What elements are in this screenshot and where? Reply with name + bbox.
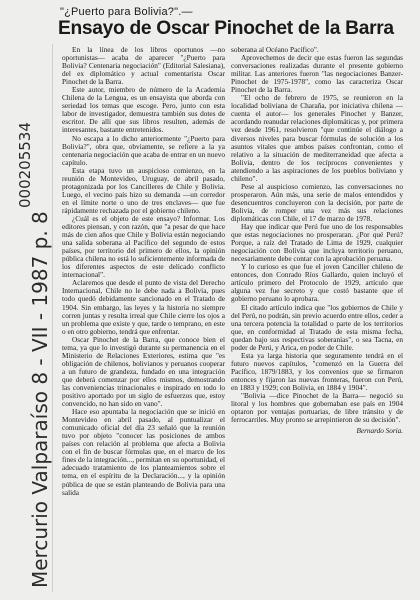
paragraph: En la línea de los libros oportunos —no oportunistas— acaba de aparecer "¿Puerto para Bolivia? Centenaria negociación" (Editorial Salesiana), del ex diplomático y actual comentarista Oscar Pinochet de la Barra.: [62, 46, 225, 87]
paragraph: Esta etapa tuvo un auspicioso comienzo, en la reunión de Montevideo, Uruguay, de abril pasado, protagonizada por los Cancilleres de Chile y Bolivia. Luego, el vecino país hizo su demanda —un corredor en el límite norte o uno de tres enclaves— que fue rápidamente rechazada por el gobierno chileno.: [62, 165, 225, 215]
margin-divider: [52, 44, 53, 592]
paragraph: Y lo curioso es que fue el joven Canciller chileno de entonces, don Conrado Ríos Gallardo, quien incluyó el artículo primero del Protocolo de 1929, artículo que alguna vez fue secreto y que costó bastante que el gobierno peruano lo aprobara.: [231, 262, 403, 304]
paragraph: Pese al auspicioso comienzo, las conversaciones no prosperaron. Aún más, una serie de malos entendidos y desencuentros concluyeron con la decisión, por parte de Bolivia, de romper una vez más sus relaciones diplomáticas con Chile, el 17 de marzo de 1978.: [231, 181, 403, 223]
handwritten-clipping-id: 000205534: [16, 122, 34, 208]
paragraph: Hay que indicar que Perú fue uno de los responsables que estas negociaciones no prosperaran. ¿Por qué Perú? Porque, a raíz del Tratado de Lima de 1929, cualquier negociación con Bolivia que incluya territorio peruano, necesariamente debe contar con la aprobación peruana.: [231, 222, 403, 264]
handwritten-source-note: Mercurio Valparaíso 8 - VII - 1987 p. 8: [28, 211, 52, 588]
author-signature: Bernardo Soria.: [356, 427, 403, 436]
paragraph: soberana al Océano Pacífico".: [231, 46, 319, 54]
article-kicker: "¿Puerto para Bolivia?".—: [60, 6, 193, 18]
article-right-column: [231, 46, 403, 590]
paragraph: Hace eso apuntaba la negociación que se inició en Montevideo en abril pasado, al puntualizar el comunicado oficial del día 23 señaló que la reunión tuvo por objeto "conocer las posiciones de ambos países con relación al problema que afecta a Bolivia con el fin de buscar fórmulas que, en el marco de los fines de la integración..., permitan en su oportunidad, el adecuado tratamiento de los planteamientos sobre el tema, en el espíritu de la Declaración..., y la opinión pública de que se están planteando de Bolivia para una salida: [62, 407, 225, 497]
paragraph: ¿Cuál es el objeto de este ensayo? Informar. Los editores piensan, y con razón, que "a pesar de que hace más de cien años que Chile y Bolivia están negociando una salida soberana al Pacífico del segundo de estos países, por territorio del primero de ellos, la opinión pública chilena no está lo suficientemente informada de los diferentes aspectos de este delicado conflicto internacional".: [62, 213, 225, 280]
paragraph: Este autor, miembro de número de la Academia Chilena de la Lengua, es un ensayista que aborda con seriedad los temas que escoge. Pero, junto con esta labor de investigador, demuestra también sus dotes de escritor. De allí que sus libros resulten, además de interesantes, bastante entretenidos.: [62, 85, 225, 135]
paragraph: Aclaremos que desde el punto de vista del Derecho Internacional, Chile no le debe nada a Bolivia, pues todo quedó debidamente sancionado en el Tratado de 1904. Sin embargo, las leyes y la historia no siempre corren juntas y resulta irreal que Chile cierre los ojos a un problema que existe y que, tarde o temprano, en este o en otro gobierno, tendrá que enfrentar.: [62, 278, 225, 336]
paragraph: Aprovechemos de decir que estas fueron las segundas conversaciones realizadas durante el presente gobierno militar. Las anteriores fueron "las negociaciones Banzer-Pinochet de 1975-1978", como las caracteriza Oscar Pinochet de la Barra.: [231, 53, 403, 95]
paragraph: "Bolivia —dice Pinochet de la Barra— negoció su litoral y los hombres que gobernaban ese país en 1904 optaron por ventajas portuarias, de libre tránsito y de ferrocarriles. Muy pronto se arrepintieron de su decisión".: [231, 391, 403, 425]
paragraph: Oscar Pinochet de la Barra, que conoce bien el tema, ya que lo investigó durante su permanencia en el Ministerio de Relaciones Exteriores, estima que "es obligación de chilenos, bolivianos y peruanos cooperar a un futuro de grandeza, fundado en una integración que deberá comenzar por ellos mismos, demostrando las conveniencias trinacionales e inspirado en todo lo positivo aportado por un siglo de esfuerzos que, estoy convencido, no han sido en vano".: [62, 334, 225, 409]
article-headline: Ensayo de Oscar Pinochet de la Barra: [58, 18, 394, 39]
paragraph: No escapa a lo dicho anteriormente "¿Puerto para Bolivia?", obra que, obviamente, se refiere a la ya centenaria negociación que acaba de entrar en un nuevo capítulo.: [62, 133, 225, 167]
article-left-column: [62, 46, 225, 590]
handwritten-margin-notes: [6, 80, 50, 595]
paragraph: Esta ya larga historia que seguramente tendrá en el futuro nuevos capítulos, "comenzó en la Guerra del Pacífico, 1879/1883, y los convenios que se firmaron entonces y fijaron las nuevas fronteras, fueron con Perú, en 1883 y 1929; con Bolivia, en 1884 y 1904".: [231, 350, 403, 392]
paragraph: "El ocho de febrero de 1975, se reunieron en la localidad boliviana de Charaña, por iniciativa chilena —cuenta el autor— los generales Pinochet y Banzer, acordando reanudar relaciones diplomáticas y, por primera vez desde 1961, resolvieron "que continúe el diálogo a diversos niveles para buscar fórmulas de solución a los asuntos vitales que ambos países confrontan, como el relativo a la situación de mediterraneidad que afecta a Bolivia, dentro de los recíprocos convenientes y atendiendo a las aspiraciones de los pueblos boliviano y chileno".: [231, 93, 403, 183]
paragraph: El citado artículo indica que "los gobiernos de Chile y del Perú, no podrán, sin previo acuerdo entre ellos, ceder a una tercera potencia la totalidad o parte de los territorios que, en conformidad al Tratado de esta misma fecha, quedan bajo sus respectivas soberanías", o sea Tacna, en poder de Perú, y Arica, en poder de Chile.: [231, 302, 403, 352]
